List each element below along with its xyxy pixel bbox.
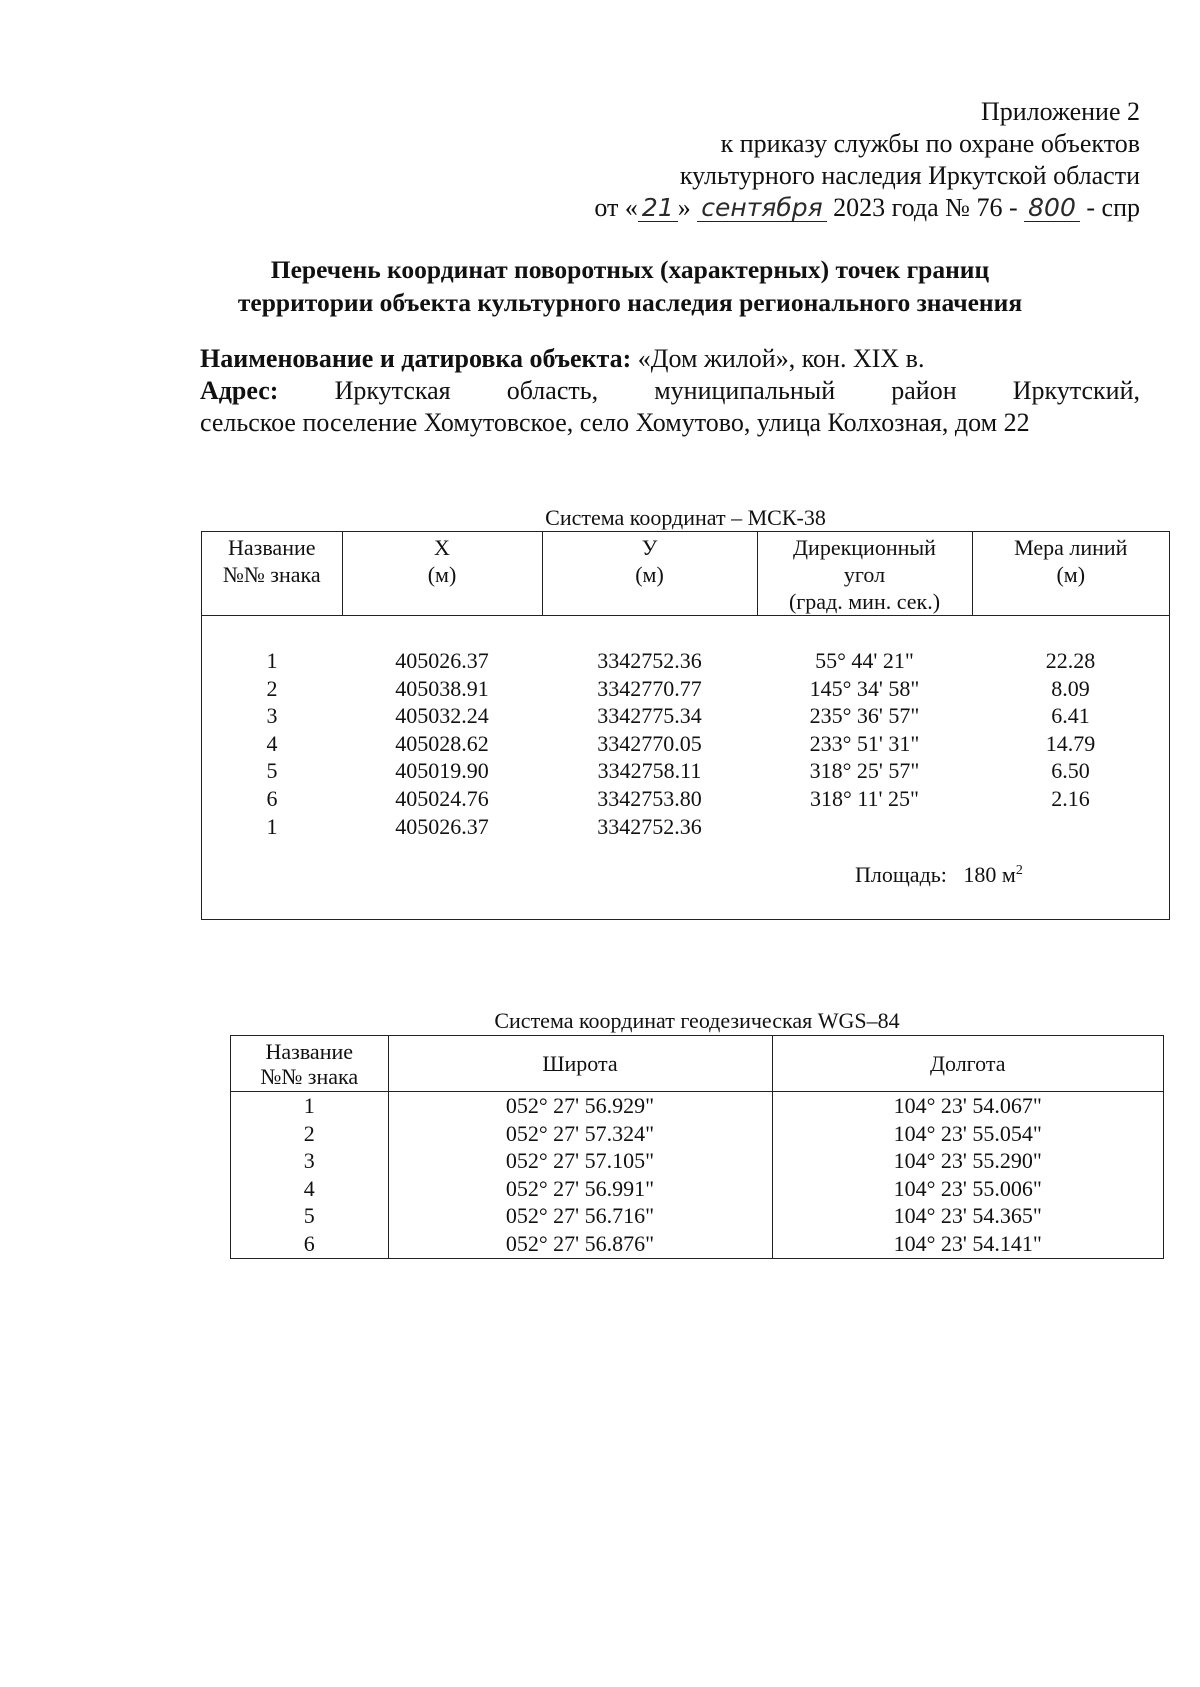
msk-cell: 6 bbox=[266, 785, 278, 811]
msk-header-text: угол bbox=[843, 562, 886, 587]
msk-cell: 145° 34' 58" bbox=[809, 675, 920, 701]
wgs-caption: Система координат геодезическая WGS–84 bbox=[494, 1008, 900, 1033]
date-mid: » bbox=[677, 193, 691, 222]
msk-header-text: Дирекционный bbox=[793, 535, 936, 560]
object-info bbox=[200, 343, 1140, 439]
msk-cell: 22.28 bbox=[1045, 648, 1096, 673]
msk-cell: 6.41 bbox=[1051, 703, 1090, 729]
msk-header-row bbox=[202, 532, 1169, 616]
table-row bbox=[202, 757, 1169, 785]
handwritten-month: сентября bbox=[697, 195, 826, 222]
msk-cell: 4 bbox=[266, 730, 278, 756]
msk-cell: 55° 44' 21" bbox=[815, 648, 914, 673]
wgs-cell: 052° 27' 56.991" bbox=[388, 1175, 772, 1203]
wgs-cell: 052° 27' 57.324" bbox=[388, 1120, 772, 1148]
table-row bbox=[231, 1120, 1163, 1148]
wgs-coordinates-table bbox=[230, 1035, 1164, 1259]
wgs-header-cell bbox=[772, 1036, 1163, 1092]
appendix-date-line bbox=[500, 192, 1140, 224]
wgs-cell: 4 bbox=[231, 1175, 388, 1203]
wgs-cell: 104° 23' 55.006" bbox=[893, 1175, 1042, 1201]
table-row bbox=[202, 813, 1169, 841]
msk-cell: 233° 51' 31" bbox=[809, 730, 920, 756]
area-superscript: 2 bbox=[1015, 863, 1023, 878]
msk-cell: 405019.90 bbox=[395, 758, 489, 784]
wgs-cell: 052° 27' 56.876" bbox=[388, 1230, 772, 1258]
msk-cell: 3342770.05 bbox=[597, 730, 702, 756]
wgs-header-text: Долгота bbox=[929, 1051, 1006, 1076]
table-row bbox=[202, 785, 1169, 813]
msk-cell: 8.09 bbox=[1051, 675, 1090, 701]
wgs-header-row bbox=[231, 1036, 1163, 1092]
area-number: 180 м bbox=[963, 862, 1016, 887]
wgs-cell: 1 bbox=[231, 1092, 388, 1120]
address-line-2: сельское поселение Хомутовское, село Хомутово, улица Колхозная, дом 22 bbox=[200, 408, 1030, 437]
date-prefix: от « bbox=[594, 193, 638, 222]
document-title bbox=[160, 253, 1100, 319]
address-line-1 bbox=[200, 375, 1140, 407]
msk-header-text: (м) bbox=[1056, 562, 1086, 587]
order-suffix: - спр bbox=[1086, 193, 1140, 222]
wgs-cell: 104° 23' 54.067" bbox=[893, 1093, 1042, 1118]
msk-cell: 5 bbox=[266, 758, 278, 784]
date-suffix: 2023 года № 76 - bbox=[833, 193, 1018, 222]
table-row bbox=[231, 1147, 1163, 1175]
appendix-number: Приложение 2 bbox=[980, 97, 1140, 126]
msk-header-cell bbox=[342, 532, 542, 616]
msk-cell: 1 bbox=[266, 813, 278, 839]
msk-cell: 318° 25' 57" bbox=[809, 758, 920, 784]
title-line-1: Перечень координат поворотных (характерных) точек границ bbox=[270, 255, 990, 284]
wgs-header-cell bbox=[388, 1036, 772, 1092]
table-row bbox=[231, 1092, 1163, 1120]
msk-header-cell bbox=[202, 532, 342, 616]
wgs-cell: 6 bbox=[231, 1230, 388, 1258]
appendix-line-order: к приказу службы по охране объектов bbox=[720, 129, 1140, 158]
wgs-cell: 3 bbox=[231, 1147, 388, 1175]
msk-cell bbox=[757, 813, 972, 841]
msk-cell: 3 bbox=[266, 703, 278, 729]
wgs-cell: 5 bbox=[231, 1202, 388, 1230]
msk-header-cell bbox=[542, 532, 757, 616]
msk-coordinates-table bbox=[201, 531, 1170, 920]
msk-cell: 405026.37 bbox=[395, 648, 489, 673]
msk-cell: 6.50 bbox=[1051, 758, 1090, 784]
table-row bbox=[202, 730, 1169, 758]
wgs-cell: 2 bbox=[231, 1120, 388, 1148]
msk-header-text: №№ знака bbox=[222, 562, 321, 587]
msk-cell: 405026.37 bbox=[395, 813, 489, 839]
appendix-line-service: культурного наследия Иркутской области bbox=[679, 161, 1140, 190]
msk-spacer-row bbox=[202, 616, 1169, 648]
msk-cell: 3342752.36 bbox=[597, 813, 702, 839]
appendix-header bbox=[500, 96, 1140, 224]
msk-cell: 405032.24 bbox=[395, 703, 489, 729]
address-label: Адрес: bbox=[200, 376, 279, 405]
msk-cell: 3342752.36 bbox=[597, 648, 702, 673]
wgs-cell: 052° 27' 57.105" bbox=[388, 1147, 772, 1175]
wgs-header-text: Широта bbox=[542, 1051, 618, 1076]
wgs-cell: 104° 23' 54.141" bbox=[893, 1230, 1042, 1256]
object-name-value: «Дом жилой», кон. XIX в. bbox=[637, 344, 925, 373]
msk-cell: 405038.91 bbox=[395, 675, 489, 701]
wgs-cell: 104° 23' 55.290" bbox=[893, 1148, 1042, 1174]
object-name-line bbox=[200, 343, 1140, 375]
table-row bbox=[231, 1230, 1163, 1258]
msk-header-cell bbox=[757, 532, 972, 616]
table-row bbox=[202, 675, 1169, 703]
title-line-2: территории объекта культурного наследия регионального значения bbox=[237, 288, 1023, 317]
handwritten-order-number: 800 bbox=[1024, 195, 1080, 222]
msk-cell: 2.16 bbox=[1051, 785, 1090, 811]
wgs-cell: 052° 27' 56.716" bbox=[388, 1202, 772, 1230]
msk-header-text: (м) bbox=[427, 562, 457, 587]
wgs-cell: 052° 27' 56.929" bbox=[388, 1092, 772, 1120]
handwritten-day: 21 bbox=[638, 195, 678, 222]
msk-cell: 405028.62 bbox=[395, 730, 489, 756]
msk-cell: 3342753.80 bbox=[597, 785, 702, 811]
msk-header-text: (град. мин. сек.) bbox=[788, 589, 941, 614]
msk-cell bbox=[972, 813, 1169, 841]
msk-header-text: Название bbox=[227, 535, 316, 560]
msk-header-text: X bbox=[434, 535, 450, 560]
msk-cell: 14.79 bbox=[1045, 730, 1096, 756]
wgs-header-cell bbox=[231, 1036, 388, 1092]
table-row bbox=[231, 1202, 1163, 1230]
msk-cell: 3342770.77 bbox=[597, 675, 702, 701]
msk-cell: 235° 36' 57" bbox=[809, 703, 920, 729]
msk-header-cell bbox=[972, 532, 1169, 616]
msk-cell: 318° 11' 25" bbox=[810, 785, 919, 811]
msk-header-text: Мера линий bbox=[1014, 535, 1128, 560]
msk-cell: 405024.76 bbox=[395, 785, 489, 811]
wgs-header-text: Название bbox=[265, 1038, 354, 1064]
table-row bbox=[231, 1175, 1163, 1203]
area-label: Площадь: bbox=[855, 862, 947, 887]
wgs-header-text: №№ знака bbox=[260, 1063, 359, 1089]
area-value bbox=[855, 862, 1023, 888]
msk-header-text: У bbox=[641, 535, 658, 560]
msk-caption: Система координат – МСК-38 bbox=[545, 505, 826, 530]
msk-cell: 2 bbox=[266, 675, 278, 701]
wgs-cell: 104° 23' 55.054" bbox=[893, 1120, 1042, 1146]
address-line-1-text: Иркутская область, муниципальный район Иркутский, bbox=[334, 376, 1140, 405]
table-row bbox=[202, 702, 1169, 730]
object-name-label: Наименование и датировка объекта: bbox=[200, 344, 632, 373]
table-row bbox=[202, 647, 1169, 675]
wgs-cell: 104° 23' 54.365" bbox=[893, 1203, 1042, 1229]
msk-cell: 1 bbox=[266, 648, 278, 673]
msk-cell: 3342758.11 bbox=[597, 758, 702, 784]
msk-cell: 3342775.34 bbox=[597, 703, 702, 729]
msk-header-text: (м) bbox=[635, 562, 664, 587]
